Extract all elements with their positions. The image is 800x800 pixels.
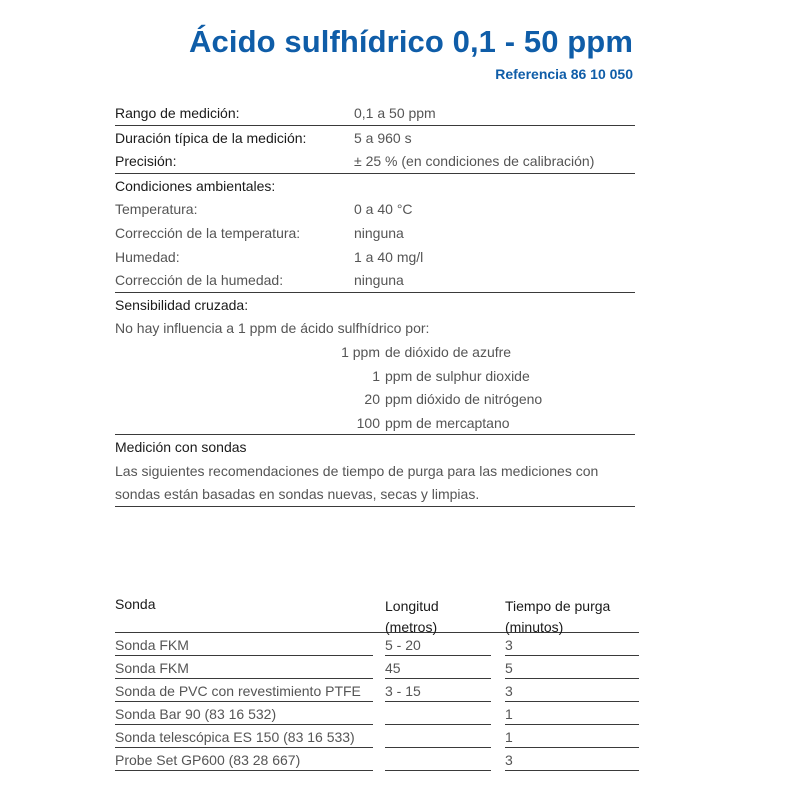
ambient-row — [115, 197, 635, 221]
cell-purge-time: 5 — [505, 660, 513, 676]
cross-intro: No hay influencia a 1 ppm de ácido sulfhídrico por: — [115, 320, 430, 337]
probe-table — [115, 590, 639, 771]
ambient-row — [115, 221, 635, 245]
probes-description-line: sondas están basadas en sondas nuevas, secas y limpias. — [115, 485, 480, 502]
ambient-row — [115, 245, 635, 269]
cell-purge-time: 3 — [505, 637, 513, 653]
probes-description-line: Las siguientes recomendaciones de tiempo de purga para las mediciones con — [115, 462, 599, 479]
spec-label: Rango de medición: — [115, 105, 240, 121]
cross-amount: 1 — [372, 367, 380, 384]
ambient-label: Temperatura: — [115, 201, 198, 218]
ambient-label: Corrección de la temperatura: — [115, 224, 301, 241]
table-row — [115, 725, 639, 748]
cell-probe: Probe Set GP600 (83 28 667) — [115, 752, 301, 768]
cell-purge-time: 3 — [505, 752, 513, 768]
probe-table-header — [115, 590, 639, 633]
spec-row-precision — [115, 149, 635, 174]
page-title: Ácido sulfhídrico 0,1 - 50 ppm — [189, 24, 633, 59]
cross-item — [115, 340, 635, 364]
ambient-value: 1 a 40 mg/l — [354, 248, 424, 265]
cell-probe: Sonda FKM — [115, 660, 189, 676]
spec-value: 5 a 960 s — [354, 129, 412, 146]
cross-amount: 20 — [364, 391, 380, 408]
section-heading-probes: Medición con sondas — [115, 439, 247, 456]
ambient-value: ninguna — [354, 224, 404, 241]
column-header-length: Longitud (metros) — [385, 598, 439, 635]
cell-probe: Sonda FKM — [115, 637, 189, 653]
spec-label: Precisión: — [115, 153, 177, 170]
ambient-label: Corrección de la humedad: — [115, 272, 284, 289]
spec-row-range — [115, 101, 635, 126]
cross-gas: ppm dióxido de nitrógeno — [385, 391, 543, 408]
cross-item — [115, 411, 635, 436]
cell-length: 3 - 15 — [385, 683, 421, 699]
cross-amount: 1 ppm — [341, 343, 380, 360]
spec-label: Duración típica de la medición: — [115, 129, 307, 146]
cross-gas: de dióxido de azufre — [385, 343, 512, 360]
cross-item — [115, 364, 635, 388]
cross-gas: ppm de mercaptano — [385, 414, 510, 431]
spec-sheet — [115, 101, 635, 507]
probes-description — [115, 459, 635, 507]
cross-item — [115, 387, 635, 411]
section-heading-ambient: Condiciones ambientales: — [115, 177, 276, 194]
section-heading-cross-sensitivity: Sensibilidad cruzada: — [115, 296, 249, 313]
column-header-probe: Sonda — [115, 596, 156, 612]
column-header-purge-time: Tiempo de purga (minutos) — [505, 598, 611, 635]
ambient-row — [115, 268, 635, 293]
table-row — [115, 702, 639, 725]
cell-probe: Sonda telescópica ES 150 (83 16 533) — [115, 729, 355, 745]
cell-probe: Sonda de PVC con revestimiento PTFE — [115, 683, 361, 699]
cell-length: 5 - 20 — [385, 637, 421, 653]
ambient-label: Humedad: — [115, 248, 180, 265]
ambient-value: 0 a 40 °C — [354, 201, 413, 218]
table-row — [115, 748, 639, 771]
spec-value: 0,1 a 50 ppm — [354, 105, 436, 121]
cell-purge-time: 3 — [505, 683, 513, 699]
spec-row-duration — [115, 126, 635, 150]
table-row — [115, 633, 639, 656]
cross-amount: 100 — [356, 414, 380, 431]
cell-length: 45 — [385, 660, 401, 676]
cell-purge-time: 1 — [505, 729, 513, 745]
spec-value: ± 25 % (en condiciones de calibración) — [354, 153, 595, 170]
cell-probe: Sonda Bar 90 (83 16 532) — [115, 706, 277, 722]
ambient-value: ninguna — [354, 272, 404, 289]
table-row — [115, 679, 639, 702]
cross-gas: ppm de sulphur dioxide — [385, 367, 530, 384]
reference-number: Referencia 86 10 050 — [495, 66, 633, 82]
table-row — [115, 656, 639, 679]
cell-purge-time: 1 — [505, 706, 513, 722]
